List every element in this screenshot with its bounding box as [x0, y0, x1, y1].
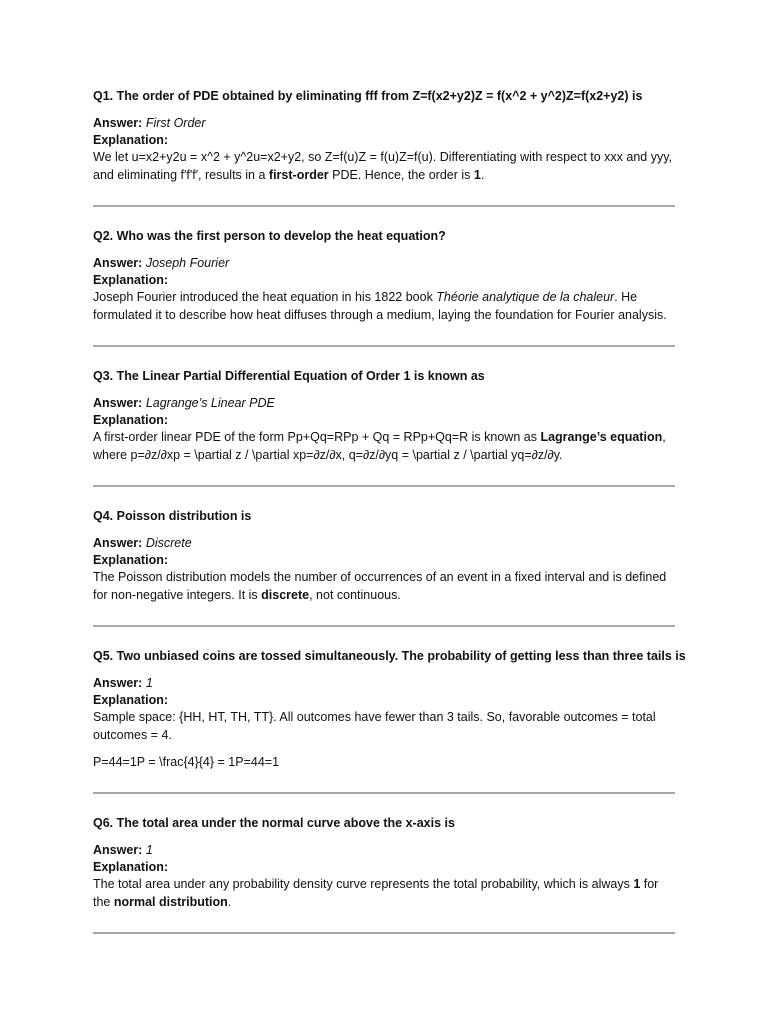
answer-line: [93, 535, 675, 552]
explanation-text: Sample space: {HH, HT, TH, TT}. All outcomes have fewer than 3 tails. So, favorable outcomes = total outcomes = 4.: [93, 710, 656, 742]
question-block-2: [93, 228, 675, 324]
question-block-6: [93, 815, 675, 911]
answer-label: Answer:: [93, 536, 143, 550]
explanation-text: We let u=x2+y2u = x^2 + y^2u=x2+y2, so Z=f(u)Z = f(u)Z=f(u). Differentiating with respect to xxx and yyy, and eliminating f′f'f′, results in a first-order PDE. Hence, the order is 1.: [93, 150, 673, 182]
answer-line: [93, 115, 675, 132]
explanation-label: Explanation:: [93, 273, 169, 287]
answer-value: Discrete: [145, 536, 192, 550]
explanation-label: Explanation:: [93, 860, 169, 874]
divider: [93, 485, 675, 487]
divider: [93, 932, 675, 934]
answer-value: Joseph Fourier: [145, 256, 230, 270]
answer-label: Answer:: [93, 843, 143, 857]
explanation-label: Explanation:: [93, 693, 169, 707]
question-block-5: [93, 648, 686, 771]
explanation-text: The Poisson distribution models the number of occurrences of an event in a fixed interval and is defined for non-negative integers. It is discrete, not continuous.: [93, 570, 667, 602]
answer-line: [93, 842, 675, 859]
answer-value: 1: [145, 843, 153, 857]
answer-line: [93, 675, 675, 692]
explanation-label: Explanation:: [93, 413, 169, 427]
question-block-4: [93, 508, 675, 604]
answer-label: Answer:: [93, 256, 143, 270]
answer-line: [93, 395, 675, 412]
question-text: Q1. The order of PDE obtained by eliminating fff from Z=f(x2+y2)Z = f(x^2 + y^2)Z=f(x2+y2) is: [93, 89, 643, 103]
answer-label: Answer:: [93, 116, 143, 130]
question-text: Q3. The Linear Partial Differential Equation of Order 1 is known as: [93, 369, 485, 383]
question-text: Q5. Two unbiased coins are tossed simultaneously. The probability of getting less than three tails is: [93, 649, 686, 663]
answer-line: [93, 255, 675, 272]
question-block-3: [93, 368, 675, 464]
divider: [93, 792, 675, 794]
question-text: Q6. The total area under the normal curve above the x-axis is: [93, 816, 455, 830]
explanation-label: Explanation:: [93, 553, 169, 567]
answer-label: Answer:: [93, 396, 143, 410]
question-text: Q4. Poisson distribution is: [93, 509, 252, 523]
answer-label: Answer:: [93, 676, 143, 690]
explanation-text: A first-order linear PDE of the form Pp+Qq=RPp + Qq = RPp+Qq=R is known as Lagrange’s equation, where p=∂z/∂xp = \partial z / \partial xp=∂z/∂x, q=∂z/∂yq = \partial z / \partial yq=∂z/∂y.: [93, 430, 666, 462]
probability-formula: P=44=1P = \frac{4}{4} = 1P=44=1: [93, 755, 280, 769]
divider: [93, 205, 675, 207]
answer-value: Lagrange’s Linear PDE: [145, 396, 275, 410]
divider: [93, 345, 675, 347]
divider: [93, 625, 675, 627]
explanation-text: The total area under any probability density curve represents the total probability, which is always 1 for the normal distribution.: [93, 877, 659, 909]
question-block-1: [93, 88, 675, 184]
answer-value: 1: [145, 676, 153, 690]
question-text: Q2. Who was the first person to develop the heat equation?: [93, 229, 446, 243]
explanation-label: Explanation:: [93, 133, 169, 147]
answer-value: First Order: [145, 116, 206, 130]
explanation-text: Joseph Fourier introduced the heat equation in his 1822 book Théorie analytique de la chaleur. He formulated it to describe how heat diffuses through a medium, laying the foundation for Fourier analysis.: [93, 290, 667, 322]
